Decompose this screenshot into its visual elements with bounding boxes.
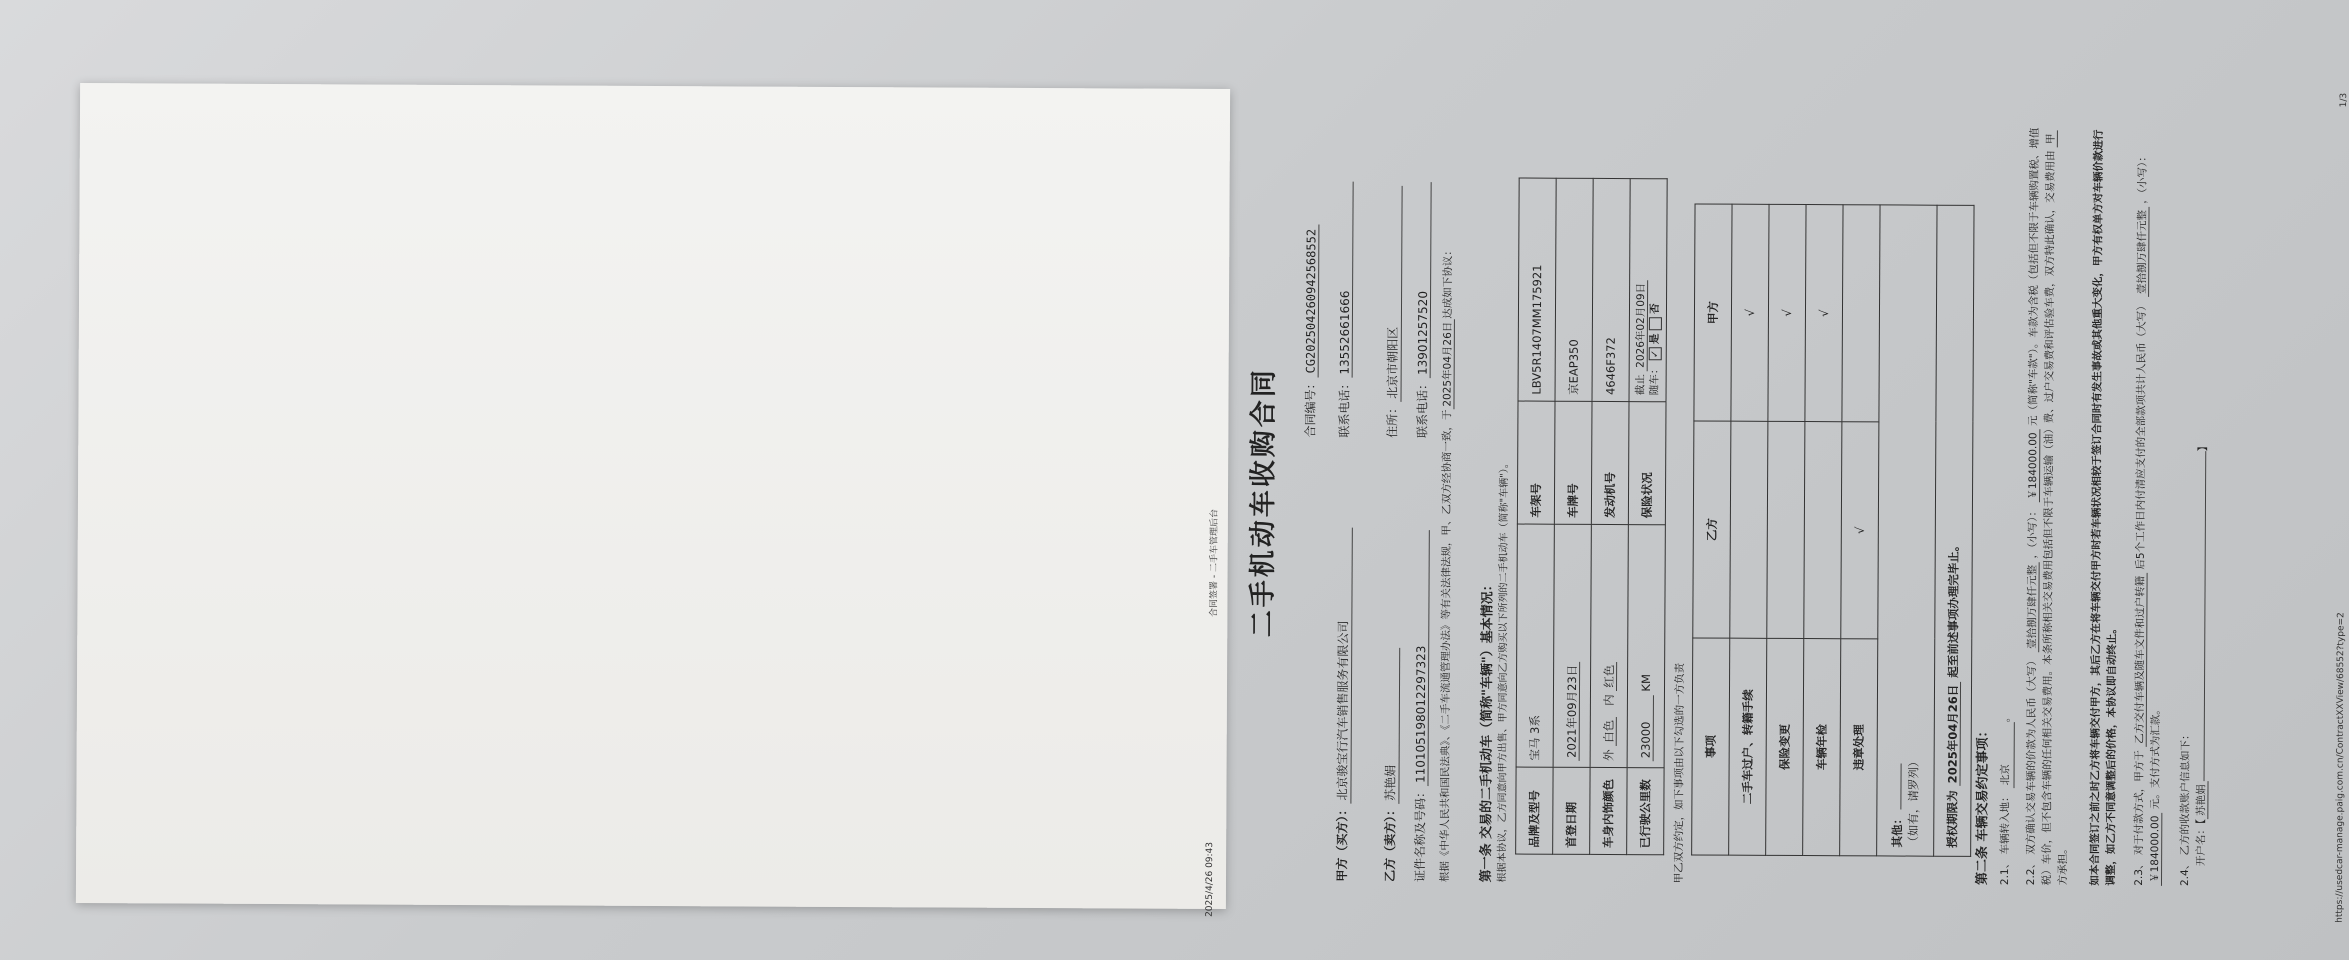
responsibility-intro: 甲乙双方约定，如下事项由以下勾选的一方负责 bbox=[1672, 662, 1687, 884]
party-a-phone-row: 联系电话：13552661666 bbox=[1335, 182, 1353, 438]
table-row: 保险变更 √ bbox=[1766, 204, 1806, 855]
contract-title: 二手机动车收购合同 bbox=[1247, 367, 1280, 638]
account-holder: 苏艳娟 bbox=[2195, 781, 2208, 819]
payment-lower: ￥184000.00 bbox=[2149, 813, 2162, 886]
fee-payer: 甲 bbox=[2045, 130, 2058, 147]
party-b-id-row: 证件名称及号码：110105198012297323 bbox=[1411, 530, 1430, 882]
vehicle-exterior-color: 白色 bbox=[1602, 717, 1617, 746]
print-url: https://usedcar-manage.paig.com.cn/ContractXXView/68552?type=2 bbox=[2334, 612, 2347, 923]
table-row: 二手车过户、转籍手续 √ bbox=[1729, 204, 1769, 855]
print-site-title: 合同签署 - 二手车管理后台 bbox=[1209, 508, 1220, 617]
vehicle-brand: 宝马 3系 bbox=[1516, 524, 1554, 767]
print-datetime: 2025/4/26 09:43 bbox=[1204, 841, 1216, 917]
vehicle-info-table: 品牌及型号 宝马 3系 车架号 LBV5R1407MM175921 首登日期 2021年09月23日 车牌号 京EAP350 车身内饰颜色 外 白色 内 红色 发动机号 4646F372 已行驶公里数 23000 KM 保险状况 截止 2026年02月09日 随车： ✓ 是 否 bbox=[1515, 178, 1668, 856]
clause-2-2-bold: 如本合同签订之前之时乙方将车辆交付甲方，其后乙方在将车辆交付甲方时若车辆状况相较于签订合同时有发生事故或其他重大变化，甲方有权单方对车辆价款进行调整，如乙方不同意调整后的价格，本协议即自动终止。 bbox=[2088, 129, 2119, 886]
party-b-name: 苏艳娟 bbox=[1381, 648, 1400, 804]
price-upper: 壹拾捌万肆仟元整 bbox=[2026, 562, 2039, 652]
clause-2-1: 2.1、 车辆转入地： 北京。 bbox=[1997, 125, 2018, 885]
clause-2-4: 2.4、 乙方的收款账户信息如下： 开户名：【苏艳娟】 bbox=[2178, 440, 2210, 887]
party-b-address-row: 住所：北京市朝阳区 bbox=[1383, 186, 1402, 438]
paper-sheet bbox=[76, 83, 2349, 923]
responsibility-table: 事项 乙方 甲方 二手车过户、转籍手续 √ 保险变更 √ 车辆年检 √ 违章处理 √ 其他： （如有，请罗列） 授权期限为 2025年04月26日 起至前述事项办理完毕止。 bbox=[1691, 203, 1974, 856]
vehicle-plate: 京EAP350 bbox=[1555, 178, 1593, 401]
article-1-intro: 根据本协议，乙方同意向甲方出售、甲方同意向乙方购买以下所列的二手机动车（简称"车辆"）。 bbox=[1496, 458, 1511, 883]
party-b-row: 乙方（卖方）：苏艳娟 bbox=[1381, 648, 1400, 882]
contract-number-value: CG20250426094256855​2 bbox=[1304, 225, 1320, 378]
party-b-phone-row: 联系电话：13901257520 bbox=[1413, 182, 1431, 438]
party-b-address: 北京市朝阳区 bbox=[1384, 186, 1403, 402]
authorization-period: 授权期限为 2025年04月26日 起至前述事项办理完毕止。 bbox=[1934, 205, 1974, 856]
preamble-date: 2025年04月26日 bbox=[1441, 319, 1454, 410]
table-row: 车辆年检 √ bbox=[1803, 205, 1843, 856]
vehicle-vin: LBV5R1407MM175921 bbox=[1518, 178, 1556, 401]
contract-number: 合同编号：CG20250426094256855​2 bbox=[1301, 225, 1319, 438]
article-1-title: 第一条 交易的二手机动车（简称"车辆"）基本情况： bbox=[1478, 578, 1496, 883]
payment-condition: 乙方交付车辆及随车文件和过户转籍 bbox=[2134, 573, 2148, 747]
vehicle-interior-color: 红色 bbox=[1602, 662, 1617, 691]
party-a-name: 北京骏宝行汽车销售服务有限公司 bbox=[1333, 528, 1352, 804]
print-footer bbox=[2334, 92, 2349, 923]
party-b-id: 110105198012297323 bbox=[1413, 530, 1429, 786]
vehicle-engine-no: 4646F372 bbox=[1592, 178, 1630, 401]
clause-2-3: 2.3、 对于付款方式，甲方于 乙方交付车辆及随车文件和过户转籍 后5个工作日内付清应支付的全部款项共计人民币（大写） 壹拾捌万肆仟元整 ，（小写）： ￥184000.00 元。支付方式为汇款。 bbox=[2132, 151, 2162, 886]
authorization-date: 2025年04月26日 bbox=[1945, 682, 1961, 787]
party-a-row: 甲方（买方）：北京骏宝行汽车销售服务有限公司 bbox=[1333, 528, 1353, 882]
contract-page bbox=[1201, 87, 2349, 923]
party-b-phone: 13901257520 bbox=[1416, 182, 1432, 378]
price-lower: ￥184000.00 bbox=[2027, 429, 2040, 502]
insurance-until-date: 2026年02月09日 bbox=[1635, 280, 1648, 371]
article-2-title: 第二条 车辆交易约定事项： bbox=[1974, 724, 1991, 886]
insurance-yes-checkbox: ✓ bbox=[1648, 347, 1661, 360]
payment-upper: 壹拾捌万肆仟元整 bbox=[2136, 207, 2149, 297]
vehicle-color: 外 白色 内 红色 bbox=[1590, 524, 1628, 767]
page-number: 1/3 bbox=[2339, 92, 2349, 108]
vehicle-mileage: 23000 KM bbox=[1627, 525, 1665, 768]
insurance-no-checkbox bbox=[1648, 317, 1661, 330]
clause-2-2: 2.2、 双方确认交易车辆的价款为人民币（大写） 壹拾捌万肆仟元整 ，（小写）： ￥184000.00 元（简称"车款"）。车款为含税（包括但不限于车辆购置税、增值税）车价，但不包含车辆的任何相关交易费用。本条所称相关交易费用包括但不限于车辆运输（油）费、过户交易费和评估验车费，双方特此确认，交易费用由 甲 方承担。 bbox=[2024, 127, 2070, 886]
other-items: 其他： （如有，请罗列） bbox=[1877, 205, 1937, 856]
table-row: 违章处理 √ bbox=[1840, 205, 1880, 856]
preamble: 根据《中华人民共和国民法典》、《二手车流通管理办法》等有关法律法规，甲、乙双方经协商一致，于2025年04月26日达成如下协议： bbox=[1438, 245, 1455, 883]
vehicle-registration-date: 2021年09月23日 bbox=[1565, 662, 1581, 761]
vehicle-insurance: 截止 2026年02月09日 随车： ✓ 是 否 bbox=[1629, 179, 1667, 402]
transfer-destination: 北京 bbox=[1997, 722, 2014, 788]
party-a-phone: 13552661666 bbox=[1338, 182, 1354, 378]
print-header bbox=[1205, 87, 1223, 917]
